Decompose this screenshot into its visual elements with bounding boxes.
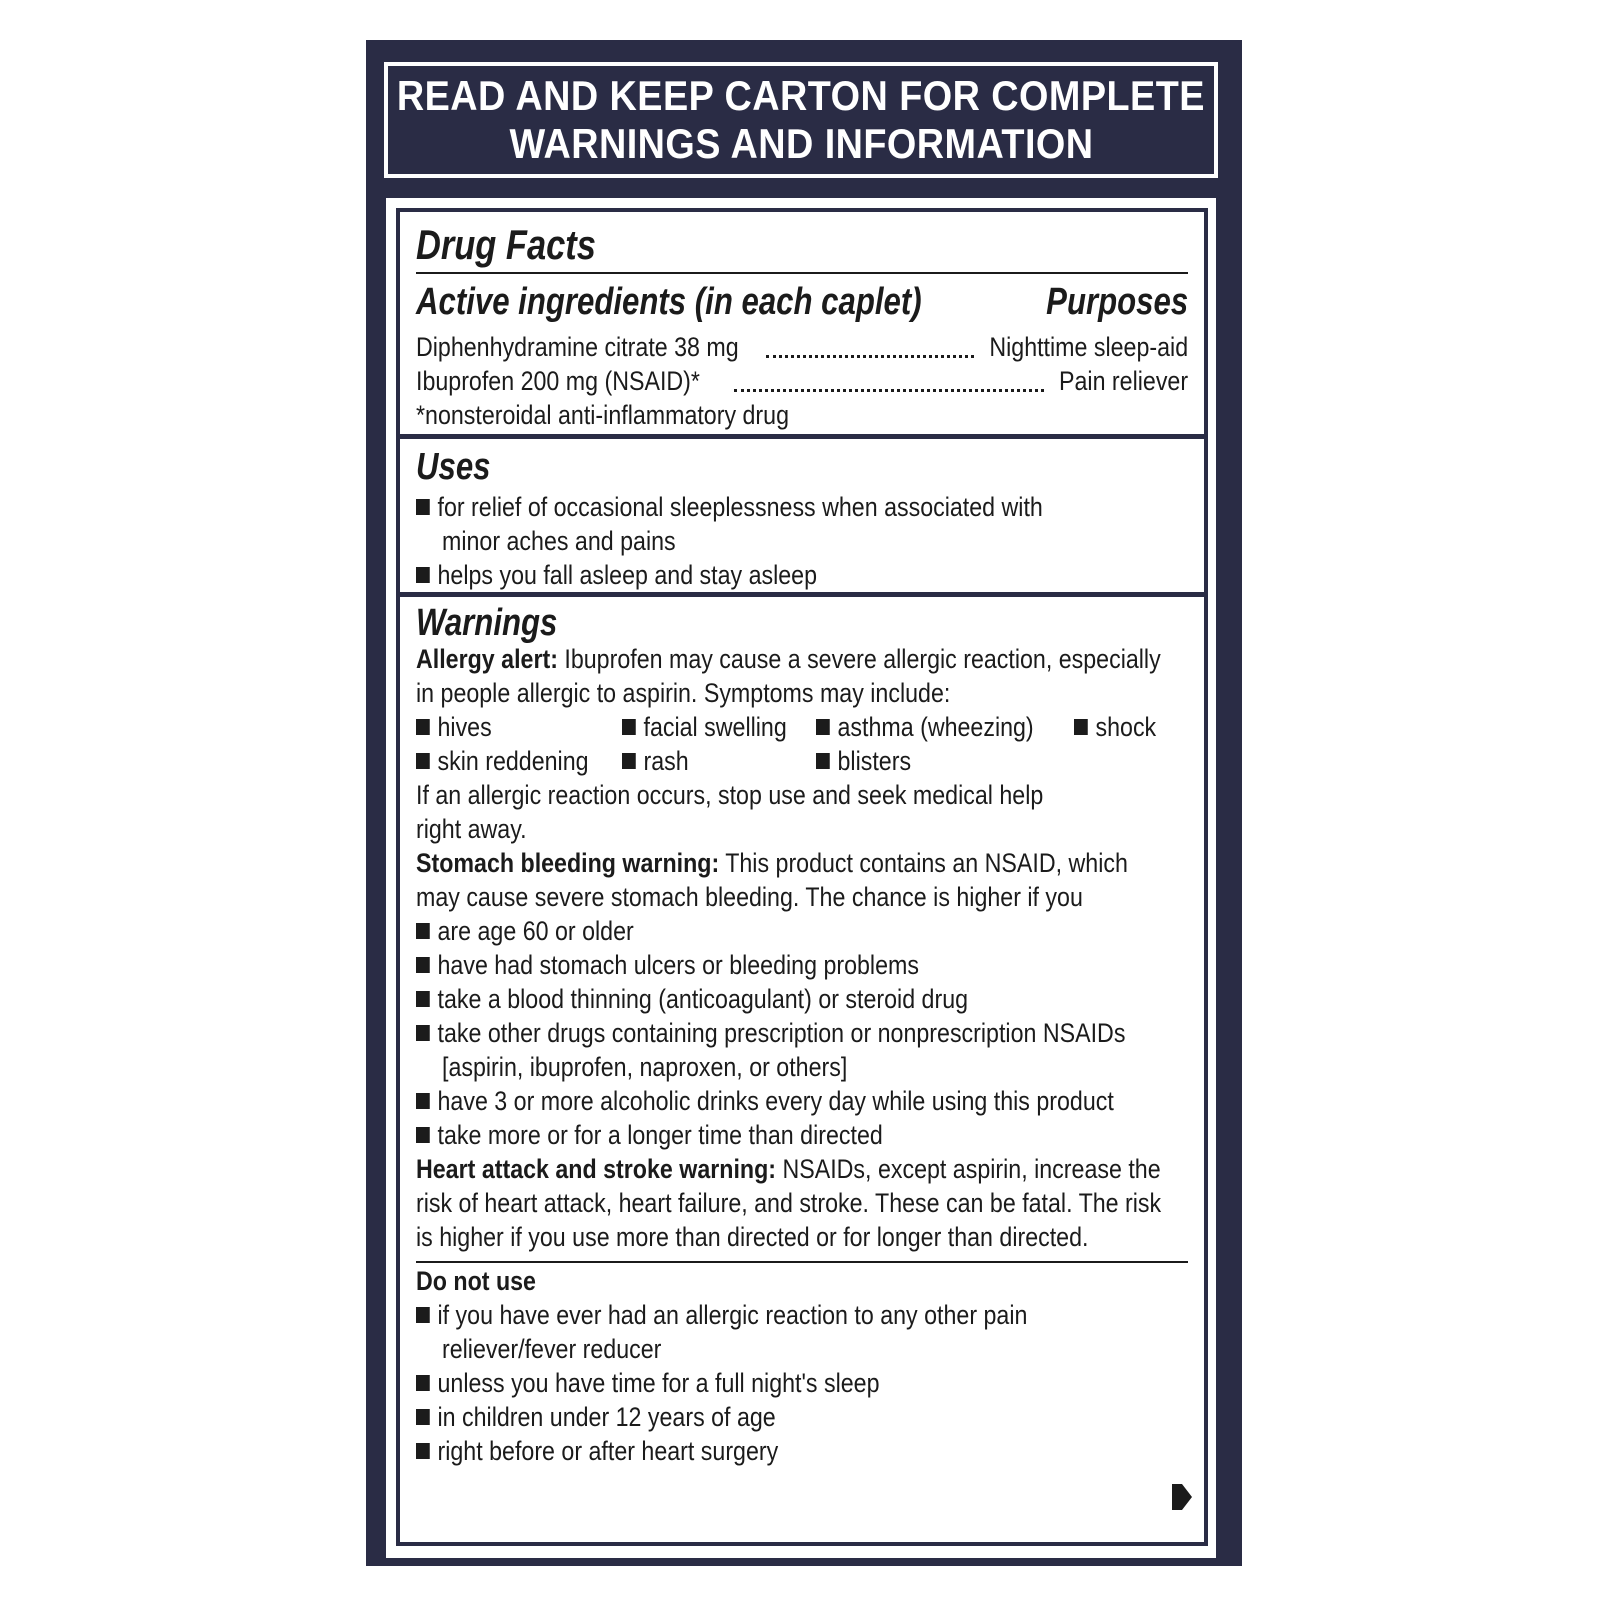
carton-back [366, 40, 1242, 1566]
allergy-alert-text: in people allergic to aspirin. Symptoms may include: [416, 678, 951, 708]
uses-section [416, 444, 1188, 594]
allergy-alert-text: Ibuprofen may cause a severe allergic reaction, especially [557, 644, 1161, 674]
symptom-item [622, 744, 689, 779]
banner-line-1: READ AND KEEP CARTON FOR COMPLETE [396, 72, 1206, 119]
allergy-alert-line [416, 642, 1188, 677]
list-item [416, 1016, 1188, 1051]
symptom-item [622, 710, 787, 745]
heart-warning-label: Heart attack and stroke warning: [416, 1154, 777, 1184]
active-ingredients-heading: Active ingredients (in each caplet) [416, 281, 922, 323]
heart-warning-text: risk of heart attack, heart failure, and stroke. These can be fatal. The risk [416, 1188, 1162, 1218]
do-not-use-rule [416, 1261, 1188, 1263]
symptom-text: rash [643, 746, 689, 776]
allergy-alert-label: Allergy alert: [416, 644, 558, 674]
list-item-continued [442, 524, 1188, 559]
warnings-heading: Warnings [416, 602, 558, 644]
symptom-item [416, 710, 492, 745]
stomach-warning-text: This product contains an NSAID, which [719, 848, 1128, 878]
square-bullet-icon [416, 923, 430, 939]
square-bullet-icon [416, 1025, 430, 1041]
heart-warning-line [416, 1152, 1188, 1187]
list-item-text: right before or after heart surgery [437, 1436, 779, 1466]
title-rule [416, 272, 1188, 274]
square-bullet-icon [1074, 719, 1088, 735]
symptom-item [1074, 710, 1156, 745]
symptom-item [816, 710, 1034, 745]
list-item [416, 1366, 1188, 1401]
heart-warning-line [416, 1220, 1188, 1255]
symptom-text: shock [1095, 712, 1157, 742]
square-bullet-icon [416, 567, 430, 583]
list-item-text: in children under 12 years of age [437, 1402, 776, 1432]
do-not-use-heading-row [416, 1264, 1188, 1299]
square-bullet-icon [416, 991, 430, 1007]
list-item-text: helps you fall asleep and stay asleep [437, 560, 818, 590]
square-bullet-icon [416, 1375, 430, 1391]
square-bullet-icon [416, 957, 430, 973]
nsaid-footnote [416, 398, 1188, 433]
square-bullet-icon [416, 1307, 430, 1323]
square-bullet-icon [416, 1127, 430, 1143]
square-bullet-icon [622, 719, 636, 735]
active-ingredients-section [416, 278, 1188, 438]
banner-line-2: WARNINGS AND INFORMATION [508, 120, 1094, 167]
symptom-text: hives [437, 712, 492, 742]
list-item [416, 490, 1188, 525]
allergy-after-text: right away. [416, 814, 527, 844]
read-keep-banner [384, 62, 1218, 178]
section-divider [400, 434, 1204, 439]
symptom-text: facial swelling [643, 712, 787, 742]
allergy-alert-line [416, 676, 1188, 711]
square-bullet-icon [416, 719, 430, 735]
symptoms-row [416, 710, 1188, 745]
symptom-text: blisters [837, 746, 912, 776]
list-item-text: have had stomach ulcers or bleeding problems [437, 950, 919, 980]
symptom-text: skin reddening [437, 746, 589, 776]
arrow-right-icon [1170, 1480, 1194, 1514]
symptom-item [816, 744, 911, 779]
ingredient-name: Ibuprofen 200 mg (NSAID)* [416, 366, 700, 396]
purposes-heading: Purposes [1045, 281, 1188, 323]
square-bullet-icon [622, 753, 636, 769]
list-item [416, 982, 1188, 1017]
list-item [416, 558, 1188, 593]
list-item-text: are age 60 or older [437, 916, 634, 946]
list-item [416, 1434, 1188, 1469]
heart-warning-line [416, 1186, 1188, 1221]
do-not-use-heading: Do not use [416, 1266, 536, 1296]
square-bullet-icon [416, 1093, 430, 1109]
ingredient-purpose: Nighttime sleep-aid [989, 332, 1188, 362]
square-bullet-icon [416, 499, 430, 515]
drug-facts-title: Drug Facts [416, 221, 596, 268]
ingredient-purpose: Pain reliever [1058, 366, 1188, 396]
square-bullet-icon [816, 753, 830, 769]
list-item [416, 1298, 1188, 1333]
allergy-after-text: If an allergic reaction occurs, stop use and seek medical help [416, 780, 1044, 810]
drug-facts-header [416, 220, 1188, 270]
square-bullet-icon [416, 753, 430, 769]
list-item-text: for relief of occasional sleeplessness when associated with [437, 492, 1043, 522]
list-item [416, 948, 1188, 983]
list-item-text: minor aches and pains [442, 526, 676, 556]
list-item-text: if you have ever had an allergic reaction to any other pain [437, 1300, 1028, 1330]
list-item-text: take a blood thinning (anticoagulant) or steroid drug [437, 984, 969, 1014]
symptoms-row [416, 744, 1188, 779]
list-item-text: reliever/fever reducer [442, 1334, 662, 1364]
list-item-text: take other drugs containing prescription or nonprescription NSAIDs [437, 1018, 1126, 1048]
symptom-text: asthma (wheezing) [837, 712, 1034, 742]
heart-warning-text: is higher if you use more than directed or for longer than directed. [416, 1222, 1089, 1252]
allergy-after-line [416, 778, 1188, 813]
square-bullet-icon [416, 1443, 430, 1459]
uses-heading: Uses [416, 446, 491, 488]
heart-warning-text: NSAIDs, except aspirin, increase the [776, 1154, 1161, 1184]
list-item-text: [aspirin, ibuprofen, naproxen, or others] [442, 1052, 848, 1082]
footnote-text: *nonsteroidal anti-inflammatory drug [416, 400, 789, 430]
stomach-warning-line [416, 880, 1188, 915]
square-bullet-icon [416, 1409, 430, 1425]
list-item-continued [442, 1332, 1188, 1367]
stomach-warning-text: may cause severe stomach bleeding. The chance is higher if you [416, 882, 1083, 912]
list-item-text: have 3 or more alcoholic drinks every day while using this product [437, 1086, 1114, 1116]
list-item-text: take more or for a longer time than directed [437, 1120, 883, 1150]
drug-facts-box [396, 208, 1208, 1546]
list-item-text: unless you have time for a full night's sleep [437, 1368, 880, 1398]
warnings-section [416, 600, 1188, 1530]
ingredient-row [416, 364, 1188, 399]
drug-facts-panel [386, 198, 1216, 1558]
square-bullet-icon [816, 719, 830, 735]
leader-dots [766, 355, 974, 358]
allergy-after-line [416, 812, 1188, 847]
stomach-warning-label: Stomach bleeding warning: [416, 848, 720, 878]
section-divider [400, 592, 1204, 597]
list-item [416, 1118, 1188, 1153]
list-item-continued [442, 1050, 1188, 1085]
stomach-warning-line [416, 846, 1188, 881]
ingredient-name: Diphenhydramine citrate 38 mg [416, 332, 739, 362]
leader-dots [734, 389, 1044, 392]
symptom-item [416, 744, 589, 779]
list-item [416, 1084, 1188, 1119]
list-item [416, 914, 1188, 949]
ingredient-row [416, 330, 1188, 365]
list-item [416, 1400, 1188, 1435]
